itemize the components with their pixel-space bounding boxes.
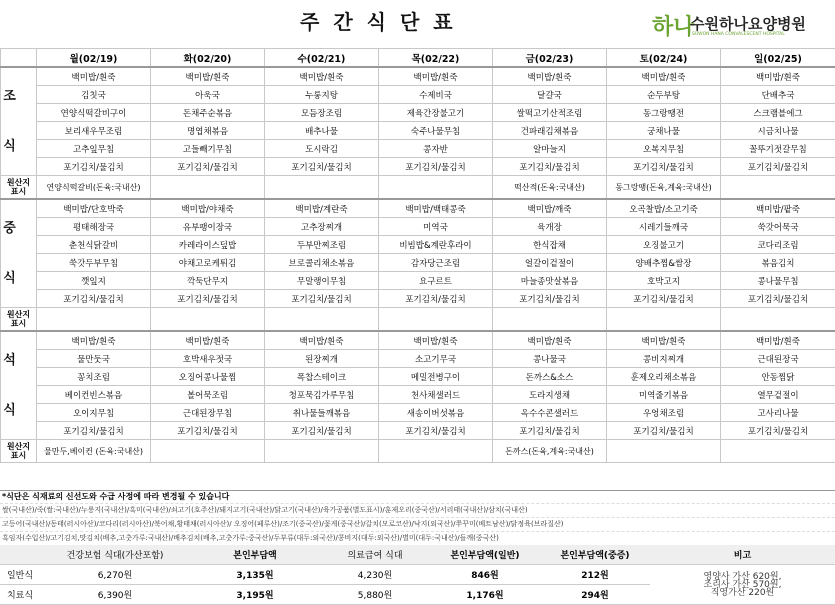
aid-cost: 5,880원 (320, 585, 430, 605)
menu-item: 돈채주순볶음 (151, 104, 265, 122)
menu-item: 백미밥/흰죽 (37, 331, 151, 350)
menu-row (1, 199, 835, 218)
menu-item: 유부팽이장국 (151, 218, 265, 236)
menu-row (1, 104, 835, 122)
menu-row (1, 404, 835, 422)
menu-item: 백미밥/흰죽 (265, 67, 379, 86)
meal-label (1, 67, 37, 176)
menu-item: 백미밥/흰죽 (151, 331, 265, 350)
menu-item: 포기김치/물김치 (721, 290, 835, 308)
menu-item: 백미밥/흰죽 (607, 67, 721, 86)
menu-item: 브로콜리채소볶음 (265, 254, 379, 272)
cost-row (0, 565, 835, 585)
menu-item: 콩나물국 (493, 350, 607, 368)
menu-item: 쑥갓두부무침 (37, 254, 151, 272)
menu-item: 베이컨빈스볶음 (37, 386, 151, 404)
meal-label (1, 331, 37, 440)
menu-item: 포기김치/물김치 (721, 422, 835, 440)
menu-item: 포기김치/물김치 (379, 290, 493, 308)
menu-row (1, 67, 835, 86)
aid-cost: 4,230원 (320, 565, 430, 585)
menu-item: 옥수수콘샐러드 (493, 404, 607, 422)
origin-cell (493, 308, 607, 332)
origin-cell (151, 176, 265, 200)
menu-item: 미역줄기볶음 (607, 386, 721, 404)
remark-line: 조리사 가산 570원, (651, 581, 834, 589)
meal-label-text: 석 식 (1, 336, 36, 436)
origin-cell (721, 440, 835, 463)
notes (0, 490, 835, 545)
menu-item: 알마늘지 (493, 140, 607, 158)
menu-item: 새송이버섯볶음 (379, 404, 493, 422)
page-title: 주간식단표 (300, 6, 467, 35)
menu-item: 감자당근조림 (379, 254, 493, 272)
menu-item: 포기김치/물김치 (265, 158, 379, 176)
menu-item: 보리새우무조림 (37, 122, 151, 140)
origin-note: 고등어(국내산)/동태(러시아산)/코다리(러시아산)/북어채,황태채(러시아산)/ 오징어(페루산)/조기(중국산)/꽃게(중국산)/갈치(모로코산)/낙지(외국산)/쭈꾸미(베트남산)/닭정육(브라질산) (0, 517, 835, 531)
menu-item: 쑥갓어묵국 (721, 218, 835, 236)
menu-item: 백미밥/흰죽 (379, 331, 493, 350)
menu-item: 백미밥/흰죽 (493, 67, 607, 86)
menu-item: 돈까스&소스 (493, 368, 607, 386)
self-pay-general: 846원 (430, 565, 540, 585)
menu-item: 수제비국 (379, 86, 493, 104)
menu-item: 도시락김 (265, 140, 379, 158)
menu-item: 백미밥/팥죽 (721, 199, 835, 218)
menu-item: 포기김치/물김치 (265, 290, 379, 308)
menu-item: 백미밥/야채죽 (151, 199, 265, 218)
origin-cell: 돈까스(돈육,계육:국내산) (493, 440, 607, 463)
menu-item: 쌀떡고기산적조림 (493, 104, 607, 122)
menu-item: 안동찜닭 (721, 368, 835, 386)
menu-item: 폭찹스테이크 (265, 368, 379, 386)
menu-item: 백미밥/흰죽 (721, 331, 835, 350)
meal-label-text: 조 식 (1, 72, 36, 172)
menu-item: 포기김치/물김치 (151, 422, 265, 440)
self-pay: 3,135원 (190, 565, 320, 585)
menu-item: 아욱국 (151, 86, 265, 104)
menu-item: 양배추찜&쌈장 (607, 254, 721, 272)
menu-item: 백미밥/단호박죽 (37, 199, 151, 218)
menu-item: 볼어묵조림 (151, 386, 265, 404)
origin-cell (721, 176, 835, 200)
menu-item: 포기김치/물김치 (493, 422, 607, 440)
menu-item: 포기김치/물김치 (151, 158, 265, 176)
menu-item: 육개장 (493, 218, 607, 236)
menu-item: 훈제오리채소볶음 (607, 368, 721, 386)
menu-item: 야채고로케튀김 (151, 254, 265, 272)
menu-item: 근대된장무침 (151, 404, 265, 422)
origin-cell (151, 308, 265, 332)
menu-item: 스크램블에그 (721, 104, 835, 122)
menu-item: 백미밥/계란죽 (265, 199, 379, 218)
logo-name: 수원하나요양병원 (690, 13, 806, 34)
menu-item: 미역국 (379, 218, 493, 236)
self-pay-severe: 212원 (540, 565, 650, 585)
day-header: 화(02/20) (151, 49, 265, 68)
menu-item: 포기김치/물김치 (493, 158, 607, 176)
menu-item: 모듬장조림 (265, 104, 379, 122)
menu-row (1, 368, 835, 386)
origin-label: 원산지 표시 (1, 176, 37, 200)
menu-item: 꽁치조림 (37, 368, 151, 386)
cost-header: 비고 (650, 545, 835, 565)
corner-cell (1, 49, 37, 68)
weekly-menu-table (0, 48, 835, 463)
menu-item: 콩나물무침 (721, 272, 835, 290)
meal-label (1, 199, 37, 308)
origin-cell (265, 440, 379, 463)
cost-header-row (0, 545, 835, 565)
menu-item: 포기김치/물김치 (37, 158, 151, 176)
menu-item: 깻잎지 (37, 272, 151, 290)
day-header-row (1, 49, 835, 68)
menu-item: 카레라이스덮밥 (151, 236, 265, 254)
cost-header: 본인부담액(일반) (430, 545, 540, 565)
menu-item: 우엉채조림 (607, 404, 721, 422)
menu-row (1, 140, 835, 158)
menu-item: 호박고지 (607, 272, 721, 290)
menu-item: 콩비지찌개 (607, 350, 721, 368)
menu-item: 비빔밥&계란후라이 (379, 236, 493, 254)
menu-item: 포기김치/물김치 (151, 290, 265, 308)
menu-item: 근대된장국 (721, 350, 835, 368)
day-header: 수(02/21) (265, 49, 379, 68)
menu-item: 볶음김치 (721, 254, 835, 272)
menu-row (1, 422, 835, 440)
menu-item: 얼갈이겉절이 (493, 254, 607, 272)
menu-item: 배추나물 (265, 122, 379, 140)
menu-item: 백미밥/흰죽 (379, 67, 493, 86)
menu-item: 포기김치/물김치 (607, 422, 721, 440)
origin-cell (265, 308, 379, 332)
menu-item: 청포묵김가루무침 (265, 386, 379, 404)
menu-item: 포기김치/물김치 (265, 422, 379, 440)
cost-header (0, 545, 40, 565)
origin-note: 쌀(국내산)/죽(쌀:국내산)/누룽지(국내산)/흑미(국내산)/쇠고기(호주산)/돼지고기(국내산)/닭고기(국내산)/육가공품(별도표시)/훈제오리(중국산)/서리태(국내산)/삼치(국내산) (0, 503, 835, 517)
menu-row (1, 386, 835, 404)
meal-label-text: 중 식 (1, 204, 36, 304)
menu-item: 고들빼기무침 (151, 140, 265, 158)
menu-item: 된장찌개 (265, 350, 379, 368)
remark-line: 직영가산 220원 (651, 589, 834, 597)
menu-item: 오징불고기 (607, 236, 721, 254)
menu-row (1, 236, 835, 254)
menu-item: 평태해장국 (37, 218, 151, 236)
menu-row (1, 86, 835, 104)
menu-row (1, 158, 835, 176)
menu-item: 소고기무국 (379, 350, 493, 368)
menu-item: 백미밥/흰죽 (37, 67, 151, 86)
self-pay-general: 1,176원 (430, 585, 540, 605)
origin-note: 흑임자(수입산)/고기김치,맛김치(배추,고춧가루:국내산)/배추김치(배추,고춧가루:중국산)/두부류(대두:외국산)/콩비지(대두:외국산)/별미(대두:국내산)/들깨(중국산) (0, 531, 835, 545)
menu-item: 건파래김채볶음 (493, 122, 607, 140)
menu-row (1, 290, 835, 308)
menu-item: 고사리나물 (721, 404, 835, 422)
meal-cost-table (0, 545, 835, 605)
day-header: 목(02/22) (379, 49, 493, 68)
menu-item: 백미밥/흰죽 (493, 331, 607, 350)
diet-type: 치료식 (0, 585, 40, 605)
origin-row (1, 308, 835, 332)
hospital-logo (652, 10, 832, 46)
menu-item: 시금치나물 (721, 122, 835, 140)
origin-cell: 떡산적(돈육:국내산) (493, 176, 607, 200)
menu-item: 포기김치/물김치 (607, 290, 721, 308)
cost-header: 본인부담액(중증) (540, 545, 650, 565)
menu-item: 취나물들깨볶음 (265, 404, 379, 422)
menu-item: 누룽지탕 (265, 86, 379, 104)
menu-item: 물만둣국 (37, 350, 151, 368)
origin-cell: 물만두,베이컨 (돈육:국내산) (37, 440, 151, 463)
menu-item: 오복지무침 (607, 140, 721, 158)
menu-item: 백미밥/흰죽 (607, 331, 721, 350)
menu-item: 열무겉절이 (721, 386, 835, 404)
origin-cell (721, 308, 835, 332)
origin-row (1, 176, 835, 200)
origin-cell (379, 308, 493, 332)
origin-label: 원산지 표시 (1, 440, 37, 463)
logo-mark-icon: 하나 (652, 10, 695, 41)
menu-item: 동그랑땡전 (607, 104, 721, 122)
day-header: 토(02/24) (607, 49, 721, 68)
menu-item: 명엽채볶음 (151, 122, 265, 140)
menu-item: 김칫국 (37, 86, 151, 104)
menu-item: 콩자반 (379, 140, 493, 158)
menu-item: 천사채샐러드 (379, 386, 493, 404)
menu-row (1, 218, 835, 236)
menu-item: 고추장찌개 (265, 218, 379, 236)
menu-item: 달걀국 (493, 86, 607, 104)
origin-cell (37, 308, 151, 332)
menu-row (1, 254, 835, 272)
notes-main: *식단은 식재료의 신선도와 수급 사정에 따라 변경될 수 있습니다 (0, 490, 835, 503)
menu-item: 백미밥/흰죽 (265, 331, 379, 350)
menu-item: 단배추국 (721, 86, 835, 104)
menu-item: 시레기들깨국 (607, 218, 721, 236)
origin-cell (151, 440, 265, 463)
menu-item: 깍둑단무지 (151, 272, 265, 290)
menu-item: 마늘종맛살볶음 (493, 272, 607, 290)
menu-item: 포기김치/물김치 (379, 158, 493, 176)
remark-line: 영양사 가산 620원, (651, 573, 834, 581)
origin-cell (607, 440, 721, 463)
menu-item: 백미밥/흰죽 (151, 67, 265, 86)
menu-item: 포기김치/물김치 (607, 158, 721, 176)
origin-cell (379, 440, 493, 463)
menu-item: 고추잎무침 (37, 140, 151, 158)
menu-row (1, 331, 835, 350)
origin-label: 원산지 표시 (1, 308, 37, 332)
menu-item: 요구르트 (379, 272, 493, 290)
menu-item: 꼴뚜기젓갈무침 (721, 140, 835, 158)
menu-item: 궁채나물 (607, 122, 721, 140)
cost-header: 건강보험 식대(가산포함) (40, 545, 190, 565)
menu-item: 포기김치/물김치 (493, 290, 607, 308)
origin-cell (379, 176, 493, 200)
menu-item: 백미밥/백태콩죽 (379, 199, 493, 218)
menu-row (1, 350, 835, 368)
day-header: 금(02/23) (493, 49, 607, 68)
menu-item: 제육간장불고기 (379, 104, 493, 122)
cost-header: 본인부담액 (190, 545, 320, 565)
insurance-cost: 6,270원 (40, 565, 190, 585)
logo-subtitle: SUWON HANA CONVALESCENT HOSPITAL (692, 32, 785, 37)
menu-item: 포기김치/물김치 (379, 422, 493, 440)
self-pay-severe: 294원 (540, 585, 650, 605)
origin-cell (607, 308, 721, 332)
menu-item: 숙주나물무침 (379, 122, 493, 140)
header (0, 0, 835, 48)
menu-item: 무말랭이무침 (265, 272, 379, 290)
origin-cell: 동그랑땡(돈육,계육:국내산) (607, 176, 721, 200)
menu-row (1, 122, 835, 140)
self-pay: 3,195원 (190, 585, 320, 605)
menu-item: 메밀전병구이 (379, 368, 493, 386)
menu-item: 오징어콩나물찜 (151, 368, 265, 386)
menu-item: 포기김치/물김치 (37, 422, 151, 440)
menu-item: 코다리조림 (721, 236, 835, 254)
menu-item: 오곡찰밥/소고기죽 (607, 199, 721, 218)
menu-item: 도라지생채 (493, 386, 607, 404)
origin-cell: 연양식떡갈비(돈육:국내산) (37, 176, 151, 200)
menu-item: 포기김치/물김치 (37, 290, 151, 308)
menu-item: 순두부탕 (607, 86, 721, 104)
menu-row (1, 272, 835, 290)
menu-item: 백미밥/깨죽 (493, 199, 607, 218)
origin-cell (265, 176, 379, 200)
menu-item: 한식잡채 (493, 236, 607, 254)
menu-item: 연양식떡갈비구이 (37, 104, 151, 122)
menu-item: 춘천식닭갈비 (37, 236, 151, 254)
origin-row (1, 440, 835, 463)
cost-remark (650, 565, 835, 605)
insurance-cost: 6,390원 (40, 585, 190, 605)
cost-header: 의료급여 식대 (320, 545, 430, 565)
menu-item: 백미밥/흰죽 (721, 67, 835, 86)
diet-type: 일반식 (0, 565, 40, 585)
menu-item: 두부만찌조림 (265, 236, 379, 254)
day-header: 월(02/19) (37, 49, 151, 68)
menu-item: 호박새우젓국 (151, 350, 265, 368)
menu-item: 포기김치/물김치 (721, 158, 835, 176)
menu-item: 오이지무침 (37, 404, 151, 422)
day-header: 일(02/25) (721, 49, 835, 68)
